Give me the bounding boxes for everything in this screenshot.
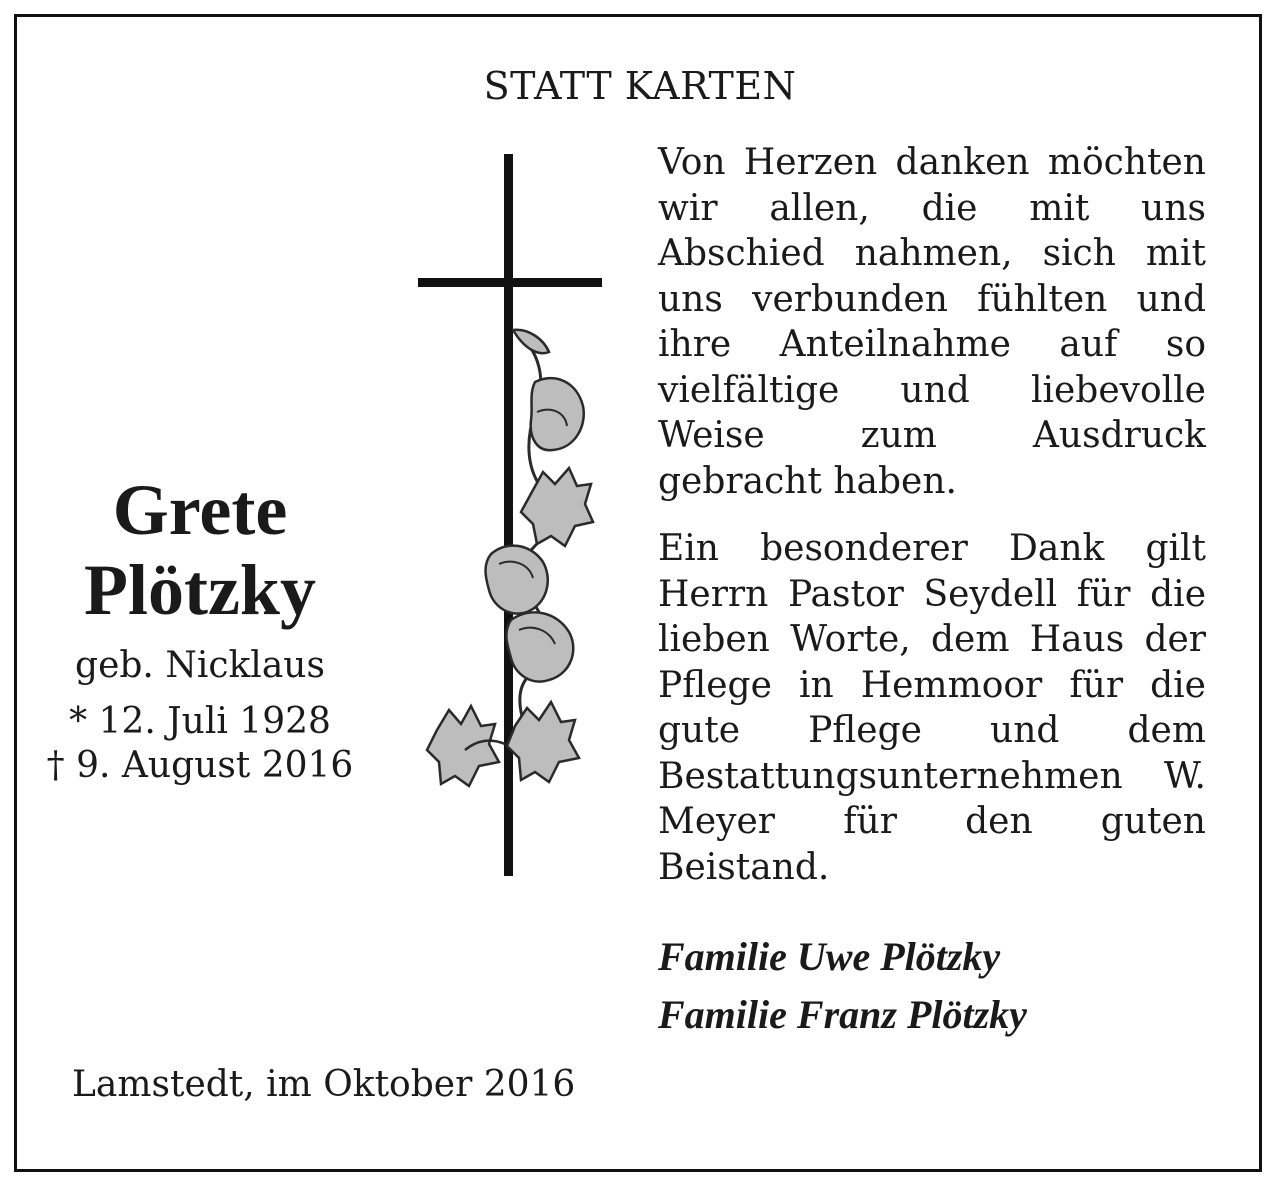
birth-date: * 12. Juli 1928 — [69, 701, 331, 742]
cross-vertical-beam — [504, 154, 513, 876]
first-name: Grete — [112, 470, 288, 550]
cross-with-ivy-icon — [415, 150, 615, 880]
ivy-leaf-icon — [521, 468, 593, 546]
bud-leaf-icon — [513, 330, 549, 353]
message-column — [658, 140, 1206, 890]
header-statt-karten: STATT KARTEN — [483, 64, 797, 108]
signatures — [658, 928, 1027, 1044]
ivy-leaf-icon — [507, 702, 579, 782]
flower-bell-icon — [486, 546, 548, 614]
death-date: † 9. August 2016 — [46, 745, 354, 786]
ivy-leaf-icon — [427, 706, 499, 786]
deceased-block — [30, 470, 370, 788]
signature-franz: Familie Franz Plötzky — [658, 992, 1027, 1037]
maiden-name: geb. Nicklaus — [75, 645, 325, 686]
last-name: Plötzky — [84, 550, 316, 630]
cross-horizontal-beam — [418, 278, 602, 287]
life-dates — [30, 700, 370, 788]
message-paragraph-1: Von Herzen danken möchten wir allen, die mit uns Abschied nahmen, sich mit uns verbunden fühlten und ihre Anteilnahme auf so vielfältige und liebevolle Weise zum Ausdruck gebracht haben. — [658, 142, 1206, 502]
flower-bell-icon — [531, 378, 584, 450]
place-and-date: Lamstedt, im Oktober 2016 — [72, 1064, 576, 1105]
flower-bell-icon — [506, 612, 573, 681]
signature-uwe: Familie Uwe Plötzky — [658, 934, 1001, 979]
message-paragraph-2: Ein besonderer Dank gilt Herrn Pastor Seydell für die lieben Worte, dem Haus der Pflege in Hemmoor für die gute Pflege und dem Bestattungsunternehmen W. Meyer für den guten Beistand. — [658, 528, 1206, 888]
